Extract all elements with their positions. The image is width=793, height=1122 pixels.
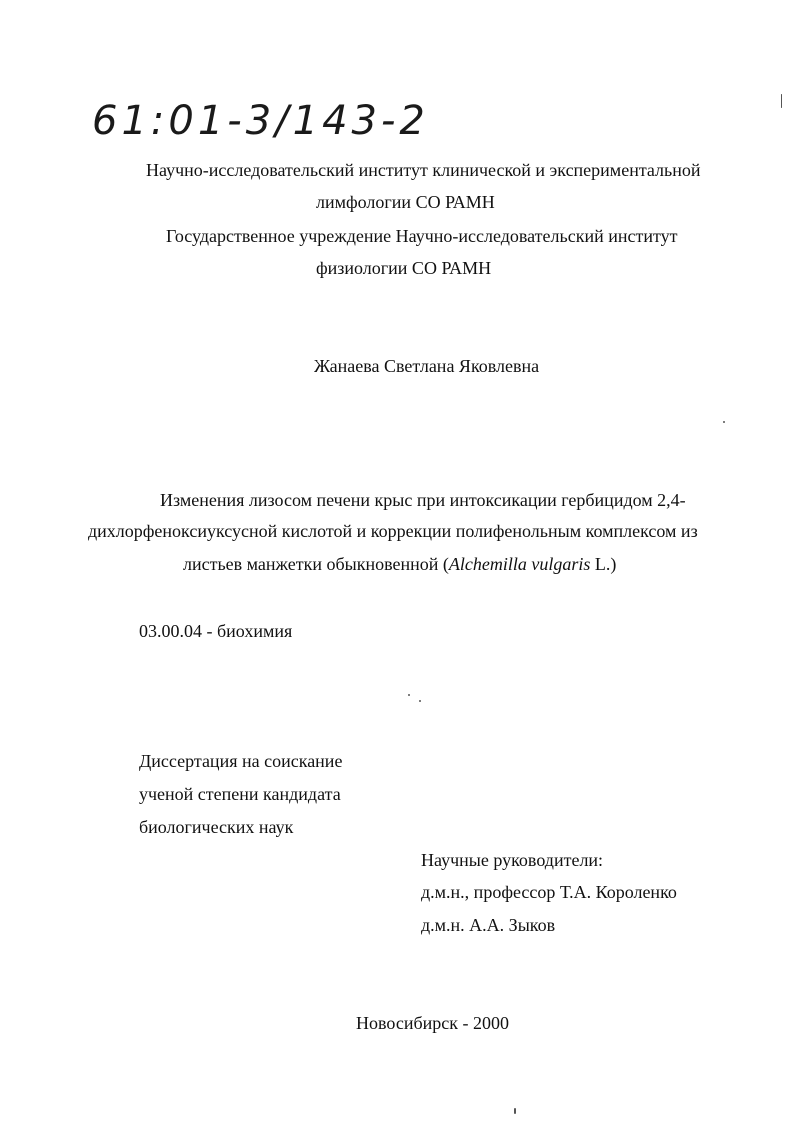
- institution-line-2: лимфологии СО РАМН: [316, 192, 495, 212]
- city-year-footer: Новосибирск - 2000: [356, 1013, 509, 1033]
- supervisors-heading: Научные руководители:: [421, 850, 604, 870]
- author-name: Жанаева Светлана Яковлевна: [314, 356, 540, 376]
- supervisor-1: д.м.н., профессор Т.А. Короленко: [421, 882, 677, 902]
- dissertation-line-1: Диссертация на соискание: [139, 751, 343, 771]
- dissertation-line-3: биологических наук: [139, 817, 294, 837]
- scan-speck: [419, 700, 421, 702]
- title-line-3-prefix: листьев манжетки обыкновенной (: [183, 554, 449, 574]
- specialty-code: 03.00.04 - биохимия: [139, 621, 293, 641]
- institution-line-1: Научно-исследовательский институт клинической и экспериментальной: [146, 160, 701, 180]
- scan-speck: [514, 1108, 516, 1114]
- title-line-1: Изменения лизосом печени крыс при интоксикации гербицидом 2,4-: [160, 490, 686, 510]
- archive-code-handwritten: 61:01-3/143-2: [92, 98, 429, 144]
- scan-speck: [723, 421, 725, 423]
- institution-line-3: Государственное учреждение Научно-исследовательский институт: [166, 226, 678, 246]
- title-line-2: дихлорфеноксиуксусной кислотой и коррекции полифенольным комплексом из: [88, 521, 698, 541]
- scan-speck: [408, 694, 410, 696]
- dissertation-line-2: ученой степени кандидата: [139, 784, 341, 804]
- title-latin-name: Alchemilla vulgaris: [448, 554, 591, 574]
- title-line-3-suffix: L.): [590, 554, 617, 574]
- title-line-3: [183, 555, 616, 573]
- supervisor-2: д.м.н. А.А. Зыков: [421, 915, 556, 935]
- institution-line-4: физиологии СО РАМН: [316, 258, 492, 278]
- scan-speck: [781, 94, 782, 108]
